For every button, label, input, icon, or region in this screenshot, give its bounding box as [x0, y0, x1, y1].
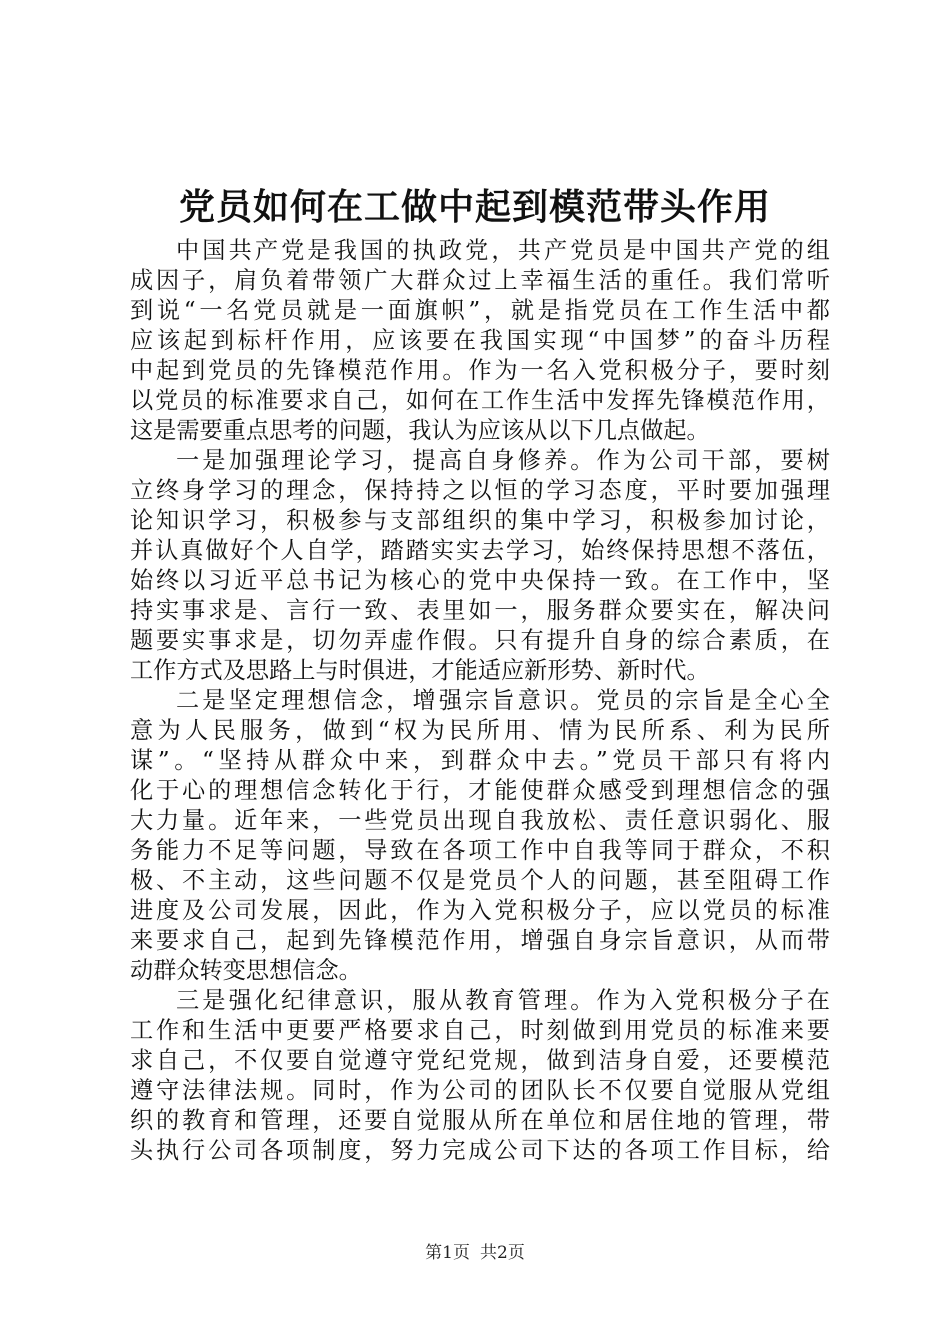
document-body: [130, 236, 830, 1166]
text-line: 工作和生活中更要严格要求自己，时刻做到用党员的标准来要: [130, 1017, 830, 1044]
text-line: 工作方式及思路上与时俱进，才能适应新形势、新时代。: [130, 657, 710, 684]
text-line: 极、不主动，这些问题不仅是党员个人的问题，甚至阻碍工作: [130, 867, 830, 894]
text-line: 题要实事求是，切勿弄虚作假。只有提升自身的综合素质，在: [130, 627, 830, 654]
text-line: 以党员的标准要求自己，如何在工作生活中发挥先锋模范作用，: [130, 387, 830, 414]
paragraph-2: [130, 446, 830, 686]
text-line: 并认真做好个人自学，踏踏实实去学习，始终保持思想不落伍，: [130, 537, 830, 564]
paragraph-1: [130, 236, 830, 446]
page-number-current: 第1页: [425, 1243, 470, 1263]
text-line: 动群众转变思想信念。: [130, 957, 362, 984]
text-line: 应该起到标杆作用，应该要在我国实现“中国梦”的奋斗历程: [130, 327, 830, 354]
document-title: 党员如何在工做中起到模范带头作用: [178, 187, 771, 228]
text-line: 二是坚定理想信念，增强宗旨意识。党员的宗旨是全心全: [176, 687, 830, 714]
text-line: 中国共产党是我国的执政党，共产党员是中国共产党的组: [176, 237, 830, 264]
text-line: 化于心的理想信念转化于行，才能使群众感受到理想信念的强: [130, 777, 830, 804]
text-line: 求自己，不仅要自觉遵守党纪党规，做到洁身自爱，还要模范: [130, 1047, 830, 1074]
text-line: 来要求自己，起到先锋模范作用，增强自身宗旨意识，从而带: [130, 927, 830, 954]
text-line: 意为人民服务，做到“权为民所用、情为民所系、利为民所: [130, 717, 830, 744]
text-line: 成因子，肩负着带领广大群众过上幸福生活的重任。我们常听: [130, 267, 830, 294]
paragraph-4: [130, 986, 830, 1166]
text-line: 头执行公司各项制度，努力完成公司下达的各项工作目标，给: [130, 1137, 830, 1164]
paragraph-3: [130, 686, 830, 986]
text-line: 一是加强理论学习，提高自身修养。作为公司干部，要树: [176, 447, 830, 474]
text-line: 这是需要重点思考的问题，我认为应该从以下几点做起。: [130, 417, 710, 444]
text-line: 持实事求是、言行一致、表里如一，服务群众要实在，解决问: [130, 597, 830, 624]
text-line: 大力量。近年来，一些党员出现自我放松、责任意识弱化、服: [130, 807, 830, 834]
text-line: 到说“一名党员就是一面旗帜”，就是指党员在工作生活中都: [130, 297, 830, 324]
text-line: 始终以习近平总书记为核心的党中央保持一致。在工作中，坚: [130, 567, 830, 594]
text-line: 中起到党员的先锋模范作用。作为一名入党积极分子，要时刻: [130, 357, 830, 384]
text-line: 进度及公司发展，因此，作为入党积极分子，应以党员的标准: [130, 897, 830, 924]
text-line: 谋”。“坚持从群众中来，到群众中去。”党员干部只有将内: [130, 747, 830, 774]
page-number-total: 共2页: [480, 1243, 525, 1263]
text-line: 织的教育和管理，还要自觉服从所在单位和居住地的管理，带: [130, 1107, 830, 1134]
page-footer: [0, 1242, 950, 1264]
text-line: 遵守法律法规。同时，作为公司的团队长不仅要自觉服从党组: [130, 1077, 830, 1104]
text-line: 论知识学习，积极参与支部组织的集中学习，积极参加讨论，: [130, 507, 830, 534]
text-line: 三是强化纪律意识，服从教育管理。作为入党积极分子在: [176, 987, 830, 1014]
text-line: 务能力不足等问题，导致在各项工作中自我等同于群众，不积: [130, 837, 830, 864]
text-line: 立终身学习的理念，保持持之以恒的学习态度，平时要加强理: [130, 477, 830, 504]
